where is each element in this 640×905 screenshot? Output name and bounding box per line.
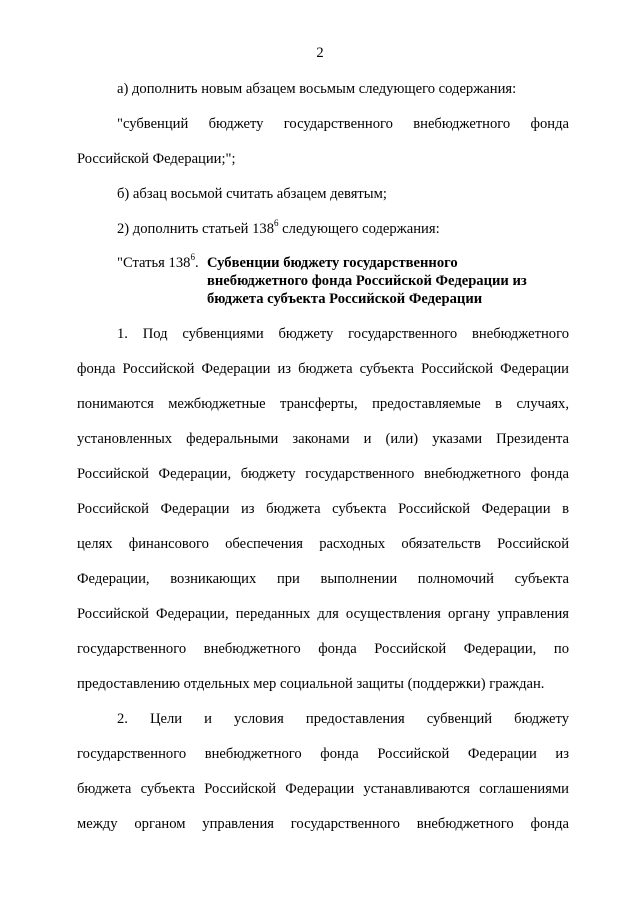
para1-line-11: предоставлению отдельных мер социальной защиты (поддержки) граждан. bbox=[77, 676, 545, 692]
item-2-suffix: следующего содержания: bbox=[278, 221, 440, 237]
page-number: 2 bbox=[316, 45, 324, 61]
para1-line-6: Российской Федерации из бюджета субъекта Российской Федерации в bbox=[77, 501, 569, 517]
para1-line-8: Федерации, возникающих при выполнении полномочий субъекта bbox=[77, 571, 569, 587]
article-dot: . bbox=[194, 255, 199, 271]
para2-line-1: 2. Цели и условия предоставления субвенций бюджету bbox=[117, 711, 569, 727]
para1-line-2: фонда Российской Федерации из бюджета субъекта Российской Федерации bbox=[77, 361, 569, 377]
item-2-superscript: 6 bbox=[274, 218, 279, 229]
para1-line-9: Российской Федерации, переданных для осуществления органу управления bbox=[77, 606, 569, 622]
article-title-line-1: Субвенции бюджету государственного bbox=[207, 255, 458, 271]
item-a-text: а) дополнить новым абзацем восьмым следующего содержания: bbox=[117, 81, 517, 97]
para1-line-10: государственного внебюджетного фонда Российской Федерации, по bbox=[77, 641, 569, 657]
para1-line-1: 1. Под субвенциями бюджету государственного внебюджетного bbox=[117, 326, 569, 342]
article-title-line-2: внебюджетного фонда Российской Федерации из bbox=[207, 273, 527, 289]
article-title-line-3: бюджета субъекта Российской Федерации bbox=[207, 291, 483, 307]
item-a-quote-line-2: Российской Федерации;"; bbox=[77, 151, 236, 167]
item-a-quote-line-1: "субвенций бюджету государственного внебюджетного фонда bbox=[117, 116, 569, 132]
article-label bbox=[117, 254, 199, 272]
article-prefix: "Статья 138 bbox=[117, 255, 191, 271]
para1-line-7: целях финансового обеспечения расходных обязательств Российской bbox=[77, 536, 569, 552]
para1-line-4: установленных федеральными законами и (или) указами Президента bbox=[77, 431, 569, 447]
item-2-text bbox=[117, 220, 440, 238]
para2-line-2: государственного внебюджетного фонда Российской Федерации из bbox=[77, 746, 569, 762]
item-b-text: б) абзац восьмой считать абзацем девятым; bbox=[117, 186, 387, 202]
article-superscript: 6 bbox=[190, 252, 195, 263]
para1-line-5: Российской Федерации, бюджету государственного внебюджетного фонда bbox=[77, 466, 569, 482]
para2-line-4: между органом управления государственного внебюджетного фонда bbox=[77, 816, 569, 832]
para2-line-3: бюджета субъекта Российской Федерации устанавливаются соглашениями bbox=[77, 781, 569, 797]
para1-line-3: понимаются межбюджетные трансферты, предоставляемые в случаях, bbox=[77, 396, 569, 412]
item-2-prefix: 2) дополнить статьей 138 bbox=[117, 221, 275, 237]
